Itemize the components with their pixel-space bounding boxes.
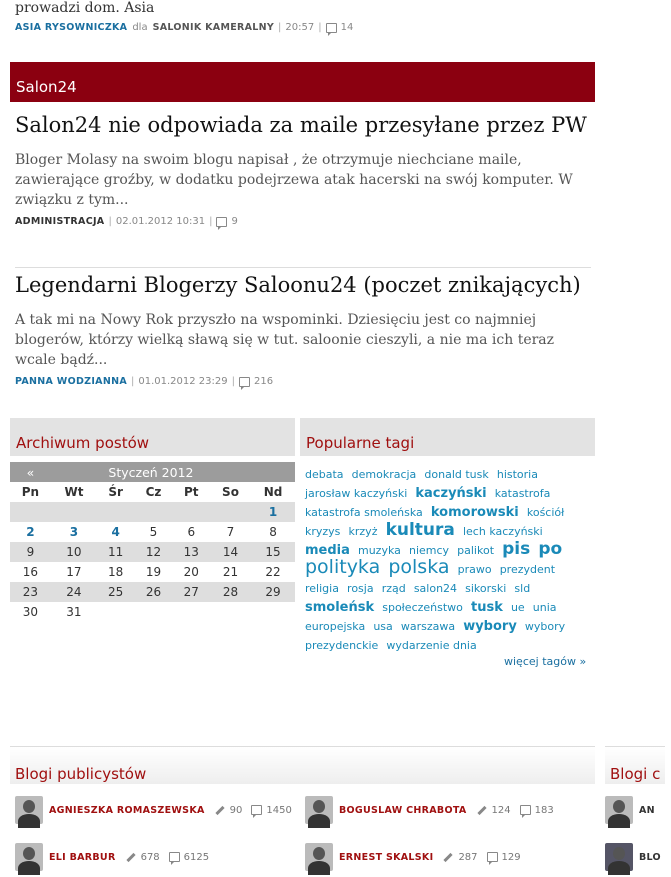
comment-count: 129 — [501, 851, 521, 863]
comment-icon — [239, 377, 250, 387]
tag-link[interactable]: rosja — [347, 582, 374, 595]
calendar-empty-cell — [251, 602, 295, 622]
post-count: 287 — [458, 851, 478, 863]
comment-count[interactable]: 216 — [254, 376, 274, 387]
columnist-name[interactable]: ELI BARBUR — [49, 851, 116, 863]
calendar-day: 15 — [251, 542, 295, 562]
tag-link[interactable]: tusk — [471, 600, 503, 615]
article-title-link[interactable]: Legendarni Blogerzy Saloonu24 (poczet znikających) — [15, 273, 581, 297]
pencil-icon — [477, 805, 486, 814]
calendar-day: 13 — [173, 542, 210, 562]
tag-link[interactable]: debata — [305, 468, 344, 481]
comment-count: 6125 — [183, 851, 210, 863]
tag-link[interactable]: salon24 — [413, 582, 458, 595]
calendar-day[interactable]: 1 — [251, 502, 295, 522]
article-title-link[interactable]: Salon24 nie odpowiada za maile przesyłane przez PW — [15, 113, 587, 137]
for-word: dla — [132, 22, 148, 33]
divider — [15, 267, 591, 268]
columnist-item[interactable] — [15, 843, 218, 871]
calendar-empty-cell — [210, 602, 251, 622]
avatar — [15, 796, 43, 824]
comment-count[interactable]: 14 — [340, 22, 354, 33]
calendar-day: 6 — [187, 525, 196, 539]
pencil-icon — [215, 805, 224, 814]
columnist-item[interactable] — [605, 796, 665, 824]
tag-link[interactable]: rząd — [381, 582, 406, 595]
calendar-day: 27 — [173, 582, 210, 602]
tag-link[interactable]: kultura — [385, 520, 455, 540]
calendar-day: 21 — [222, 565, 239, 579]
calendar — [10, 462, 295, 622]
calendar-empty-cell — [10, 502, 51, 522]
tag-link[interactable]: społeczeństwo — [382, 601, 463, 614]
calendar-day[interactable]: 2 — [26, 525, 35, 539]
tag-link[interactable]: donald tusk — [424, 468, 489, 481]
post-count: 678 — [140, 851, 160, 863]
calendar-day: 7 — [226, 525, 235, 539]
avatar — [305, 796, 333, 824]
weekday-header: Śr — [108, 485, 123, 499]
tag-link[interactable]: komorowski — [430, 505, 519, 520]
tag-link[interactable]: kaczyński — [415, 486, 487, 501]
section-header — [10, 62, 595, 102]
tag-link[interactable]: polska — [388, 556, 450, 578]
calendar-empty-cell — [210, 502, 251, 522]
calendar-day: 16 — [22, 565, 39, 579]
weekday-header: Cz — [145, 485, 162, 499]
calendar-day: 22 — [265, 565, 281, 579]
tag-link[interactable]: unia europejska — [305, 601, 557, 633]
article-excerpt: A tak mi na Nowy Rok przyszło na wspominki. Dziesięciu jest co najmniej blogerów, którzy wielką sławą się w tut. saloonie cieszyli, a nie ma ich teraz wcale bądź... — [15, 312, 555, 368]
archive-title: Archiwum postów — [10, 418, 295, 456]
tag-link[interactable]: prezydent — [499, 563, 556, 576]
post-excerpt: prowadzi dom. Asia — [15, 0, 155, 16]
weekday-header: Nd — [263, 485, 283, 499]
calendar-day: 12 — [134, 542, 172, 562]
columnist-item[interactable] — [15, 796, 301, 824]
tags-box — [300, 418, 595, 654]
tag-link[interactable]: prawo — [457, 563, 492, 576]
tag-link[interactable]: wybory — [463, 619, 517, 634]
tag-link[interactable]: sld — [514, 582, 531, 595]
calendar-day: 5 — [149, 525, 158, 539]
comment-icon — [216, 217, 227, 227]
calendar-empty-cell — [173, 502, 210, 522]
post-count: 124 — [491, 804, 511, 816]
comment-icon — [251, 805, 262, 815]
columnist-name[interactable]: BOGUSLAW CHRABOTA — [339, 804, 467, 816]
calendar-day: 29 — [251, 582, 295, 602]
calendar-day: 31 — [66, 605, 82, 619]
tag-link[interactable]: polityka — [305, 556, 381, 578]
article-date: 02.01.2012 10:31 — [115, 216, 206, 227]
calendar-day: 28 — [210, 582, 251, 602]
tag-link[interactable]: kościół — [526, 506, 565, 519]
tag-link[interactable]: media — [305, 543, 350, 558]
comment-icon — [169, 852, 180, 862]
post-group-link[interactable]: SALONIK KAMERALNY — [152, 22, 275, 33]
weekday-header: Pt — [184, 485, 199, 499]
tag-link[interactable]: lech kaczyński — [462, 525, 543, 538]
tag-link[interactable]: katastrofa smoleńska — [305, 506, 423, 519]
columnists-title-right: Blogi c — [605, 746, 665, 784]
tag-link[interactable]: warszawa — [400, 620, 456, 633]
calendar-empty-cell — [97, 502, 134, 522]
calendar-day: 9 — [10, 542, 51, 562]
article-excerpt: Bloger Molasy na swoim blogu napisał , że otrzymuje niechciane maile, zawierające groźby, w dodatku podejrzewa atak hacerski na swój komputer. W związku z tym... — [15, 152, 573, 208]
pencil-icon — [126, 852, 135, 861]
tag-link[interactable]: kryzys — [305, 525, 341, 538]
comment-count: 1450 — [266, 804, 292, 816]
calendar-month: Styczeń 2012 — [51, 462, 251, 482]
calendar-day[interactable]: 3 — [69, 525, 79, 539]
avatar — [305, 843, 333, 871]
comment-icon — [520, 805, 531, 815]
article-author-link[interactable]: ADMINISTRACJA — [15, 216, 105, 227]
article-date: 01.01.2012 23:29 — [138, 376, 228, 387]
columnist-item[interactable] — [605, 843, 671, 871]
calendar-prev-button[interactable]: « — [10, 462, 51, 482]
post-count: 90 — [229, 804, 243, 816]
calendar-day: 8 — [269, 525, 277, 539]
columnist-name[interactable]: AN — [639, 804, 655, 816]
calendar-empty-cell — [173, 602, 210, 622]
calendar-day: 23 — [10, 582, 51, 602]
calendar-empty-cell — [134, 602, 172, 622]
calendar-day: 18 — [108, 565, 124, 579]
calendar-day: 19 — [145, 565, 162, 579]
columnist-name[interactable]: ERNEST SKALSKI — [339, 851, 434, 863]
more-tags-link[interactable]: więcej tagów » — [504, 655, 587, 668]
avatar — [605, 796, 633, 824]
columnist-name[interactable]: BLO — [639, 851, 661, 863]
tag-link[interactable]: palikot — [457, 544, 495, 557]
calendar-day: 20 — [183, 565, 199, 579]
tag-link[interactable]: demokracja — [351, 468, 417, 481]
tag-link[interactable]: wybory prezydenckie — [305, 620, 566, 652]
calendar-empty-cell — [51, 502, 97, 522]
post-time: 20:57 — [285, 22, 315, 33]
article-author-link[interactable]: PANNA WODZIANNA — [15, 376, 127, 387]
calendar-day: 24 — [51, 582, 97, 602]
columnists-box — [10, 746, 595, 784]
columnists-box-right — [605, 746, 665, 784]
calendar-day[interactable]: 4 — [111, 525, 120, 539]
columnist-name[interactable]: AGNIESZKA ROMASZEWSKA — [49, 804, 205, 816]
columnists-title: Blogi publicystów — [10, 746, 595, 784]
tag-link[interactable]: wydarzenie dnia — [386, 639, 477, 652]
comment-icon — [326, 23, 337, 33]
calendar-day: 25 — [97, 582, 134, 602]
calendar-empty-cell — [97, 602, 134, 622]
tag-link[interactable]: sikorski — [465, 582, 507, 595]
weekday-header: Wt — [64, 485, 84, 499]
tag-link[interactable]: po — [538, 539, 563, 559]
tag-link[interactable]: smoleńsk — [305, 600, 375, 615]
tags-title: Popularne tagi — [300, 418, 595, 456]
tag-link[interactable]: religia — [305, 582, 339, 595]
calendar-day: 26 — [134, 582, 172, 602]
pencil-icon — [444, 852, 453, 861]
tag-link[interactable]: krzyż — [348, 525, 378, 538]
tag-link[interactable]: ue — [510, 601, 525, 614]
weekday-header: Pn — [21, 485, 40, 499]
article-item: Legendarni Blogerzy Saloonu24 (poczet znikających) A tak mi na Nowy Rok przyszło na wspominki. Dziesięciu jest co najmniej blogerów, którzy wielką sławą się w tut. saloonie cieszyli, a nie ma ich teraz wcale bądź... PANNA WODZIANNA | 01.01.2012 23:29 | 216 — [15, 272, 591, 387]
calendar-day: 10 — [51, 542, 97, 562]
calendar-day: 14 — [210, 542, 251, 562]
columnist-item[interactable] — [305, 796, 563, 824]
tag-link[interactable]: muzyka — [358, 544, 401, 557]
comment-count[interactable]: 9 — [231, 216, 238, 227]
tag-link[interactable]: pis — [502, 539, 531, 559]
comment-icon — [487, 852, 498, 862]
tag-cloud — [300, 456, 595, 654]
avatar — [605, 843, 633, 871]
article-item: Salon24 nie odpowiada za maile przesyłane przez PW Bloger Molasy na swoim blogu napisał , że otrzymuje niechciane maile, zawierające groźby, w dodatku podejrzewa atak hacerski na swój komputer. W związku z tym... ADMINISTRACJA | 02.01.2012 10:31 | 9 — [15, 112, 591, 227]
calendar-day: 17 — [66, 565, 82, 579]
calendar-day: 11 — [97, 542, 134, 562]
avatar — [15, 843, 43, 871]
tag-link[interactable]: niemcy — [408, 544, 450, 557]
previous-post-snippet: prowadzi dom. Asia ASIA RYSOWNICZKA dla SALONIK KAMERALNY | 20:57 | 14 — [15, 0, 595, 33]
tag-link[interactable]: usa — [373, 620, 393, 633]
comment-count: 183 — [534, 804, 554, 816]
tag-link[interactable]: historia — [496, 468, 538, 481]
calendar-empty-cell — [134, 502, 172, 522]
tag-link[interactable]: katastrofa — [494, 487, 551, 500]
post-author-link[interactable]: ASIA RYSOWNICZKA — [15, 22, 128, 33]
columnist-item[interactable] — [305, 843, 530, 871]
section-title: Salon24 — [16, 78, 77, 96]
archive-box — [10, 418, 295, 622]
tag-link[interactable]: jarosław kaczyński — [305, 487, 408, 500]
weekday-header: So — [222, 485, 239, 499]
calendar-day: 30 — [22, 605, 39, 619]
